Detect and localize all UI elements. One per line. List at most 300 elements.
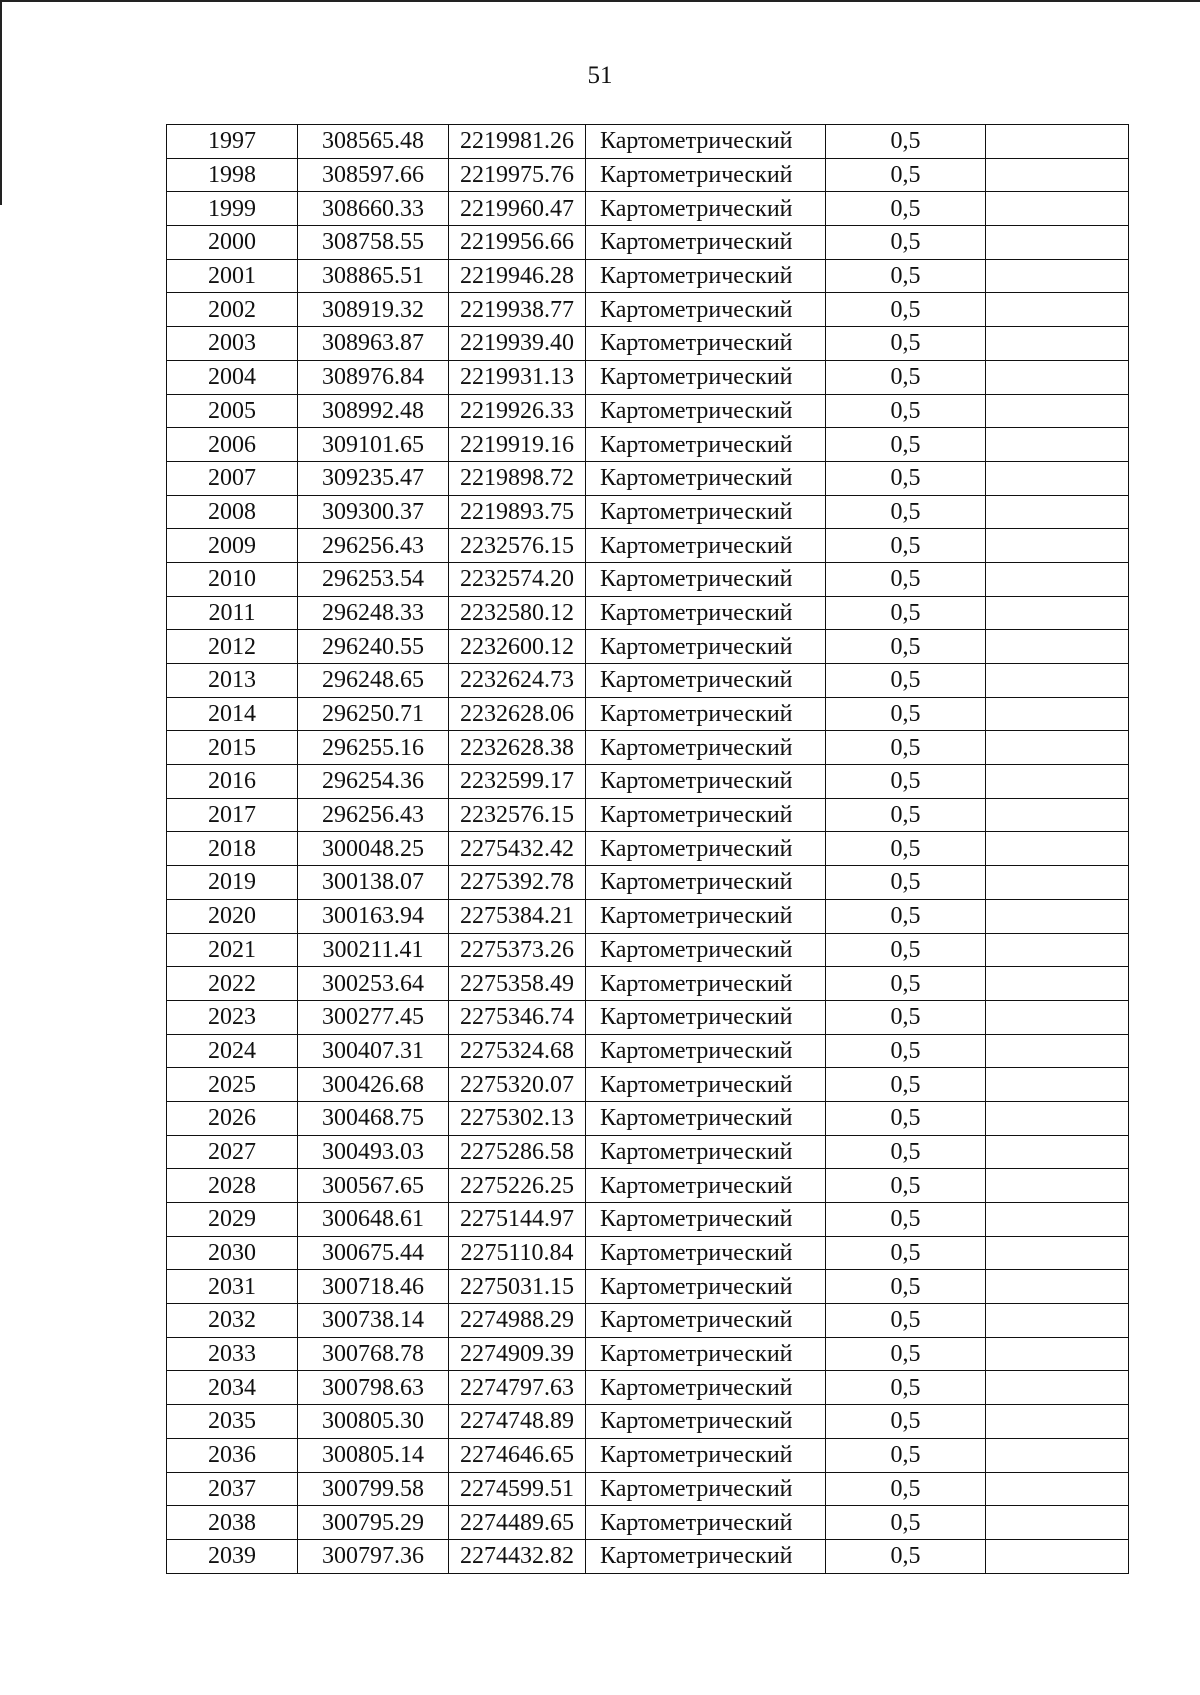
table-row xyxy=(167,1101,1129,1135)
method-cell: Картометрический xyxy=(586,596,826,630)
coordinates-table-body xyxy=(167,125,1129,1574)
y-coordinate-cell: 2275226.25 xyxy=(449,1169,586,1203)
note-cell xyxy=(986,1506,1129,1540)
accuracy-cell: 0,5 xyxy=(826,664,986,698)
point-number-cell: 2018 xyxy=(167,832,298,866)
x-coordinate-cell: 308865.51 xyxy=(298,259,449,293)
method-cell: Картометрический xyxy=(586,226,826,260)
point-number-cell: 2019 xyxy=(167,866,298,900)
point-number-cell: 2017 xyxy=(167,798,298,832)
x-coordinate-cell: 300277.45 xyxy=(298,1000,449,1034)
accuracy-cell: 0,5 xyxy=(826,697,986,731)
table-row xyxy=(167,1000,1129,1034)
accuracy-cell: 0,5 xyxy=(826,1506,986,1540)
note-cell xyxy=(986,1304,1129,1338)
y-coordinate-cell: 2275373.26 xyxy=(449,933,586,967)
y-coordinate-cell: 2275358.49 xyxy=(449,967,586,1001)
x-coordinate-cell: 309101.65 xyxy=(298,428,449,462)
method-cell: Картометрический xyxy=(586,1270,826,1304)
table-row xyxy=(167,1337,1129,1371)
x-coordinate-cell: 309235.47 xyxy=(298,461,449,495)
y-coordinate-cell: 2219938.77 xyxy=(449,293,586,327)
x-coordinate-cell: 309300.37 xyxy=(298,495,449,529)
y-coordinate-cell: 2275384.21 xyxy=(449,899,586,933)
accuracy-cell: 0,5 xyxy=(826,495,986,529)
method-cell: Картометрический xyxy=(586,933,826,967)
point-number-cell: 2013 xyxy=(167,664,298,698)
coordinates-table xyxy=(166,124,1129,1574)
point-number-cell: 2034 xyxy=(167,1371,298,1405)
method-cell: Картометрический xyxy=(586,125,826,159)
method-cell: Картометрический xyxy=(586,1405,826,1439)
x-coordinate-cell: 300253.64 xyxy=(298,967,449,1001)
note-cell xyxy=(986,1337,1129,1371)
table-row xyxy=(167,731,1129,765)
method-cell: Картометрический xyxy=(586,1203,826,1237)
note-cell xyxy=(986,495,1129,529)
method-cell: Картометрический xyxy=(586,697,826,731)
point-number-cell: 2021 xyxy=(167,933,298,967)
point-number-cell: 2037 xyxy=(167,1472,298,1506)
method-cell: Картометрический xyxy=(586,1438,826,1472)
note-cell xyxy=(986,1135,1129,1169)
note-cell xyxy=(986,226,1129,260)
note-cell xyxy=(986,697,1129,731)
point-number-cell: 1999 xyxy=(167,192,298,226)
table-row xyxy=(167,259,1129,293)
table-row xyxy=(167,899,1129,933)
y-coordinate-cell: 2219893.75 xyxy=(449,495,586,529)
accuracy-cell: 0,5 xyxy=(826,630,986,664)
table-row xyxy=(167,360,1129,394)
accuracy-cell: 0,5 xyxy=(826,765,986,799)
point-number-cell: 2004 xyxy=(167,360,298,394)
method-cell: Картометрический xyxy=(586,562,826,596)
y-coordinate-cell: 2219898.72 xyxy=(449,461,586,495)
table-row xyxy=(167,293,1129,327)
page-number: 51 xyxy=(587,62,613,89)
x-coordinate-cell: 308660.33 xyxy=(298,192,449,226)
method-cell: Картометрический xyxy=(586,832,826,866)
x-coordinate-cell: 300738.14 xyxy=(298,1304,449,1338)
accuracy-cell: 0,5 xyxy=(826,259,986,293)
table-row xyxy=(167,327,1129,361)
point-number-cell: 2014 xyxy=(167,697,298,731)
x-coordinate-cell: 308963.87 xyxy=(298,327,449,361)
y-coordinate-cell: 2219931.13 xyxy=(449,360,586,394)
point-number-cell: 2010 xyxy=(167,562,298,596)
y-coordinate-cell: 2219956.66 xyxy=(449,226,586,260)
y-coordinate-cell: 2219960.47 xyxy=(449,192,586,226)
accuracy-cell: 0,5 xyxy=(826,428,986,462)
x-coordinate-cell: 296256.43 xyxy=(298,798,449,832)
x-coordinate-cell: 300799.58 xyxy=(298,1472,449,1506)
table-row xyxy=(167,1405,1129,1439)
x-coordinate-cell: 300468.75 xyxy=(298,1101,449,1135)
accuracy-cell: 0,5 xyxy=(826,866,986,900)
point-number-cell: 2030 xyxy=(167,1236,298,1270)
method-cell: Картометрический xyxy=(586,394,826,428)
note-cell xyxy=(986,967,1129,1001)
x-coordinate-cell: 296240.55 xyxy=(298,630,449,664)
note-cell xyxy=(986,192,1129,226)
accuracy-cell: 0,5 xyxy=(826,1539,986,1573)
method-cell: Картометрический xyxy=(586,1539,826,1573)
accuracy-cell: 0,5 xyxy=(826,461,986,495)
note-cell xyxy=(986,1169,1129,1203)
point-number-cell: 2000 xyxy=(167,226,298,260)
y-coordinate-cell: 2275320.07 xyxy=(449,1068,586,1102)
note-cell xyxy=(986,1270,1129,1304)
method-cell: Картометрический xyxy=(586,259,826,293)
note-cell xyxy=(986,1472,1129,1506)
note-cell xyxy=(986,1371,1129,1405)
x-coordinate-cell: 300805.14 xyxy=(298,1438,449,1472)
table-row xyxy=(167,1304,1129,1338)
accuracy-cell: 0,5 xyxy=(826,596,986,630)
note-cell xyxy=(986,765,1129,799)
x-coordinate-cell: 300675.44 xyxy=(298,1236,449,1270)
point-number-cell: 2036 xyxy=(167,1438,298,1472)
accuracy-cell: 0,5 xyxy=(826,1405,986,1439)
note-cell xyxy=(986,529,1129,563)
accuracy-cell: 0,5 xyxy=(826,125,986,159)
accuracy-cell: 0,5 xyxy=(826,360,986,394)
point-number-cell: 2001 xyxy=(167,259,298,293)
x-coordinate-cell: 300048.25 xyxy=(298,832,449,866)
accuracy-cell: 0,5 xyxy=(826,1371,986,1405)
method-cell: Картометрический xyxy=(586,293,826,327)
accuracy-cell: 0,5 xyxy=(826,562,986,596)
method-cell: Картометрический xyxy=(586,360,826,394)
accuracy-cell: 0,5 xyxy=(826,394,986,428)
y-coordinate-cell: 2219946.28 xyxy=(449,259,586,293)
table-row xyxy=(167,125,1129,159)
x-coordinate-cell: 308919.32 xyxy=(298,293,449,327)
note-cell xyxy=(986,664,1129,698)
y-coordinate-cell: 2232624.73 xyxy=(449,664,586,698)
y-coordinate-cell: 2232574.20 xyxy=(449,562,586,596)
note-cell xyxy=(986,562,1129,596)
method-cell: Картометрический xyxy=(586,798,826,832)
y-coordinate-cell: 2219981.26 xyxy=(449,125,586,159)
note-cell xyxy=(986,461,1129,495)
point-number-cell: 2022 xyxy=(167,967,298,1001)
accuracy-cell: 0,5 xyxy=(826,899,986,933)
x-coordinate-cell: 296255.16 xyxy=(298,731,449,765)
method-cell: Картометрический xyxy=(586,1236,826,1270)
y-coordinate-cell: 2275144.97 xyxy=(449,1203,586,1237)
x-coordinate-cell: 296256.43 xyxy=(298,529,449,563)
note-cell xyxy=(986,259,1129,293)
note-cell xyxy=(986,360,1129,394)
point-number-cell: 2028 xyxy=(167,1169,298,1203)
accuracy-cell: 0,5 xyxy=(826,798,986,832)
y-coordinate-cell: 2232580.12 xyxy=(449,596,586,630)
accuracy-cell: 0,5 xyxy=(826,327,986,361)
y-coordinate-cell: 2275286.58 xyxy=(449,1135,586,1169)
note-cell xyxy=(986,798,1129,832)
method-cell: Картометрический xyxy=(586,158,826,192)
note-cell xyxy=(986,1068,1129,1102)
x-coordinate-cell: 300768.78 xyxy=(298,1337,449,1371)
y-coordinate-cell: 2274489.65 xyxy=(449,1506,586,1540)
y-coordinate-cell: 2275110.84 xyxy=(449,1236,586,1270)
x-coordinate-cell: 300648.61 xyxy=(298,1203,449,1237)
point-number-cell: 2005 xyxy=(167,394,298,428)
note-cell xyxy=(986,1405,1129,1439)
note-cell xyxy=(986,899,1129,933)
accuracy-cell: 0,5 xyxy=(826,731,986,765)
table-row xyxy=(167,1438,1129,1472)
x-coordinate-cell: 308565.48 xyxy=(298,125,449,159)
y-coordinate-cell: 2274988.29 xyxy=(449,1304,586,1338)
point-number-cell: 2002 xyxy=(167,293,298,327)
y-coordinate-cell: 2274646.65 xyxy=(449,1438,586,1472)
note-cell xyxy=(986,1000,1129,1034)
note-cell xyxy=(986,630,1129,664)
x-coordinate-cell: 296250.71 xyxy=(298,697,449,731)
accuracy-cell: 0,5 xyxy=(826,832,986,866)
y-coordinate-cell: 2274748.89 xyxy=(449,1405,586,1439)
x-coordinate-cell: 296248.65 xyxy=(298,664,449,698)
point-number-cell: 2032 xyxy=(167,1304,298,1338)
y-coordinate-cell: 2275031.15 xyxy=(449,1270,586,1304)
y-coordinate-cell: 2232576.15 xyxy=(449,798,586,832)
method-cell: Картометрический xyxy=(586,1304,826,1338)
note-cell xyxy=(986,327,1129,361)
note-cell xyxy=(986,428,1129,462)
x-coordinate-cell: 300426.68 xyxy=(298,1068,449,1102)
accuracy-cell: 0,5 xyxy=(826,529,986,563)
accuracy-cell: 0,5 xyxy=(826,1304,986,1338)
point-number-cell: 1997 xyxy=(167,125,298,159)
table-row xyxy=(167,529,1129,563)
note-cell xyxy=(986,1101,1129,1135)
accuracy-cell: 0,5 xyxy=(826,1034,986,1068)
point-number-cell: 2007 xyxy=(167,461,298,495)
table-row xyxy=(167,866,1129,900)
accuracy-cell: 0,5 xyxy=(826,293,986,327)
method-cell: Картометрический xyxy=(586,1000,826,1034)
point-number-cell: 2008 xyxy=(167,495,298,529)
method-cell: Картометрический xyxy=(586,1371,826,1405)
point-number-cell: 2015 xyxy=(167,731,298,765)
x-coordinate-cell: 300567.65 xyxy=(298,1169,449,1203)
point-number-cell: 2009 xyxy=(167,529,298,563)
y-coordinate-cell: 2219926.33 xyxy=(449,394,586,428)
x-coordinate-cell: 300493.03 xyxy=(298,1135,449,1169)
method-cell: Картометрический xyxy=(586,765,826,799)
y-coordinate-cell: 2274432.82 xyxy=(449,1539,586,1573)
method-cell: Картометрический xyxy=(586,1068,826,1102)
point-number-cell: 1998 xyxy=(167,158,298,192)
y-coordinate-cell: 2275392.78 xyxy=(449,866,586,900)
note-cell xyxy=(986,596,1129,630)
scan-edge-top xyxy=(0,0,1200,2)
x-coordinate-cell: 300138.07 xyxy=(298,866,449,900)
accuracy-cell: 0,5 xyxy=(826,1337,986,1371)
point-number-cell: 2012 xyxy=(167,630,298,664)
note-cell xyxy=(986,933,1129,967)
accuracy-cell: 0,5 xyxy=(826,933,986,967)
method-cell: Картометрический xyxy=(586,967,826,1001)
table-row xyxy=(167,630,1129,664)
x-coordinate-cell: 300163.94 xyxy=(298,899,449,933)
x-coordinate-cell: 308597.66 xyxy=(298,158,449,192)
table-row xyxy=(167,428,1129,462)
y-coordinate-cell: 2232628.06 xyxy=(449,697,586,731)
table-row xyxy=(167,1135,1129,1169)
note-cell xyxy=(986,1438,1129,1472)
y-coordinate-cell: 2232600.12 xyxy=(449,630,586,664)
y-coordinate-cell: 2219939.40 xyxy=(449,327,586,361)
accuracy-cell: 0,5 xyxy=(826,226,986,260)
x-coordinate-cell: 300805.30 xyxy=(298,1405,449,1439)
table-row xyxy=(167,596,1129,630)
x-coordinate-cell: 300795.29 xyxy=(298,1506,449,1540)
x-coordinate-cell: 300798.63 xyxy=(298,1371,449,1405)
accuracy-cell: 0,5 xyxy=(826,1270,986,1304)
x-coordinate-cell: 296248.33 xyxy=(298,596,449,630)
accuracy-cell: 0,5 xyxy=(826,1068,986,1102)
method-cell: Картометрический xyxy=(586,461,826,495)
method-cell: Картометрический xyxy=(586,731,826,765)
table-row xyxy=(167,1371,1129,1405)
x-coordinate-cell: 300797.36 xyxy=(298,1539,449,1573)
point-number-cell: 2011 xyxy=(167,596,298,630)
x-coordinate-cell: 296253.54 xyxy=(298,562,449,596)
point-number-cell: 2003 xyxy=(167,327,298,361)
accuracy-cell: 0,5 xyxy=(826,1101,986,1135)
method-cell: Картометрический xyxy=(586,1337,826,1371)
note-cell xyxy=(986,1203,1129,1237)
method-cell: Картометрический xyxy=(586,192,826,226)
note-cell xyxy=(986,394,1129,428)
scan-edge-left xyxy=(0,0,2,205)
table-row xyxy=(167,562,1129,596)
y-coordinate-cell: 2275324.68 xyxy=(449,1034,586,1068)
note-cell xyxy=(986,293,1129,327)
y-coordinate-cell: 2274797.63 xyxy=(449,1371,586,1405)
method-cell: Картометрический xyxy=(586,1034,826,1068)
table-row xyxy=(167,765,1129,799)
x-coordinate-cell: 296254.36 xyxy=(298,765,449,799)
table-row xyxy=(167,1203,1129,1237)
note-cell xyxy=(986,158,1129,192)
point-number-cell: 2039 xyxy=(167,1539,298,1573)
note-cell xyxy=(986,1236,1129,1270)
y-coordinate-cell: 2275432.42 xyxy=(449,832,586,866)
note-cell xyxy=(986,832,1129,866)
method-cell: Картометрический xyxy=(586,327,826,361)
point-number-cell: 2006 xyxy=(167,428,298,462)
y-coordinate-cell: 2275346.74 xyxy=(449,1000,586,1034)
table-row xyxy=(167,798,1129,832)
note-cell xyxy=(986,125,1129,159)
method-cell: Картометрический xyxy=(586,529,826,563)
method-cell: Картометрический xyxy=(586,1472,826,1506)
table-row xyxy=(167,1236,1129,1270)
point-number-cell: 2029 xyxy=(167,1203,298,1237)
y-coordinate-cell: 2275302.13 xyxy=(449,1101,586,1135)
accuracy-cell: 0,5 xyxy=(826,1135,986,1169)
note-cell xyxy=(986,866,1129,900)
accuracy-cell: 0,5 xyxy=(826,1472,986,1506)
table-row xyxy=(167,1169,1129,1203)
method-cell: Картометрический xyxy=(586,866,826,900)
y-coordinate-cell: 2219975.76 xyxy=(449,158,586,192)
table-row xyxy=(167,1506,1129,1540)
table-row xyxy=(167,697,1129,731)
note-cell xyxy=(986,1539,1129,1573)
method-cell: Картометрический xyxy=(586,1506,826,1540)
accuracy-cell: 0,5 xyxy=(826,1438,986,1472)
x-coordinate-cell: 308976.84 xyxy=(298,360,449,394)
accuracy-cell: 0,5 xyxy=(826,967,986,1001)
table-row xyxy=(167,1539,1129,1573)
point-number-cell: 2025 xyxy=(167,1068,298,1102)
accuracy-cell: 0,5 xyxy=(826,158,986,192)
point-number-cell: 2024 xyxy=(167,1034,298,1068)
point-number-cell: 2033 xyxy=(167,1337,298,1371)
y-coordinate-cell: 2232576.15 xyxy=(449,529,586,563)
method-cell: Картометрический xyxy=(586,630,826,664)
table-row xyxy=(167,158,1129,192)
x-coordinate-cell: 300407.31 xyxy=(298,1034,449,1068)
table-row xyxy=(167,1472,1129,1506)
point-number-cell: 2020 xyxy=(167,899,298,933)
table-row xyxy=(167,832,1129,866)
x-coordinate-cell: 308758.55 xyxy=(298,226,449,260)
table-row xyxy=(167,933,1129,967)
table-row xyxy=(167,1270,1129,1304)
table-row xyxy=(167,1034,1129,1068)
y-coordinate-cell: 2274909.39 xyxy=(449,1337,586,1371)
point-number-cell: 2026 xyxy=(167,1101,298,1135)
y-coordinate-cell: 2274599.51 xyxy=(449,1472,586,1506)
point-number-cell: 2016 xyxy=(167,765,298,799)
table-row xyxy=(167,1068,1129,1102)
note-cell xyxy=(986,1034,1129,1068)
y-coordinate-cell: 2232628.38 xyxy=(449,731,586,765)
table-row xyxy=(167,664,1129,698)
x-coordinate-cell: 308992.48 xyxy=(298,394,449,428)
table-row xyxy=(167,394,1129,428)
y-coordinate-cell: 2232599.17 xyxy=(449,765,586,799)
method-cell: Картометрический xyxy=(586,495,826,529)
table-row xyxy=(167,967,1129,1001)
point-number-cell: 2038 xyxy=(167,1506,298,1540)
method-cell: Картометрический xyxy=(586,1101,826,1135)
y-coordinate-cell: 2219919.16 xyxy=(449,428,586,462)
method-cell: Картометрический xyxy=(586,664,826,698)
accuracy-cell: 0,5 xyxy=(826,192,986,226)
point-number-cell: 2023 xyxy=(167,1000,298,1034)
note-cell xyxy=(986,731,1129,765)
accuracy-cell: 0,5 xyxy=(826,1169,986,1203)
accuracy-cell: 0,5 xyxy=(826,1236,986,1270)
point-number-cell: 2035 xyxy=(167,1405,298,1439)
method-cell: Картометрический xyxy=(586,1169,826,1203)
table-row xyxy=(167,461,1129,495)
x-coordinate-cell: 300211.41 xyxy=(298,933,449,967)
method-cell: Картометрический xyxy=(586,899,826,933)
accuracy-cell: 0,5 xyxy=(826,1000,986,1034)
method-cell: Картометрический xyxy=(586,428,826,462)
x-coordinate-cell: 300718.46 xyxy=(298,1270,449,1304)
table-row xyxy=(167,495,1129,529)
